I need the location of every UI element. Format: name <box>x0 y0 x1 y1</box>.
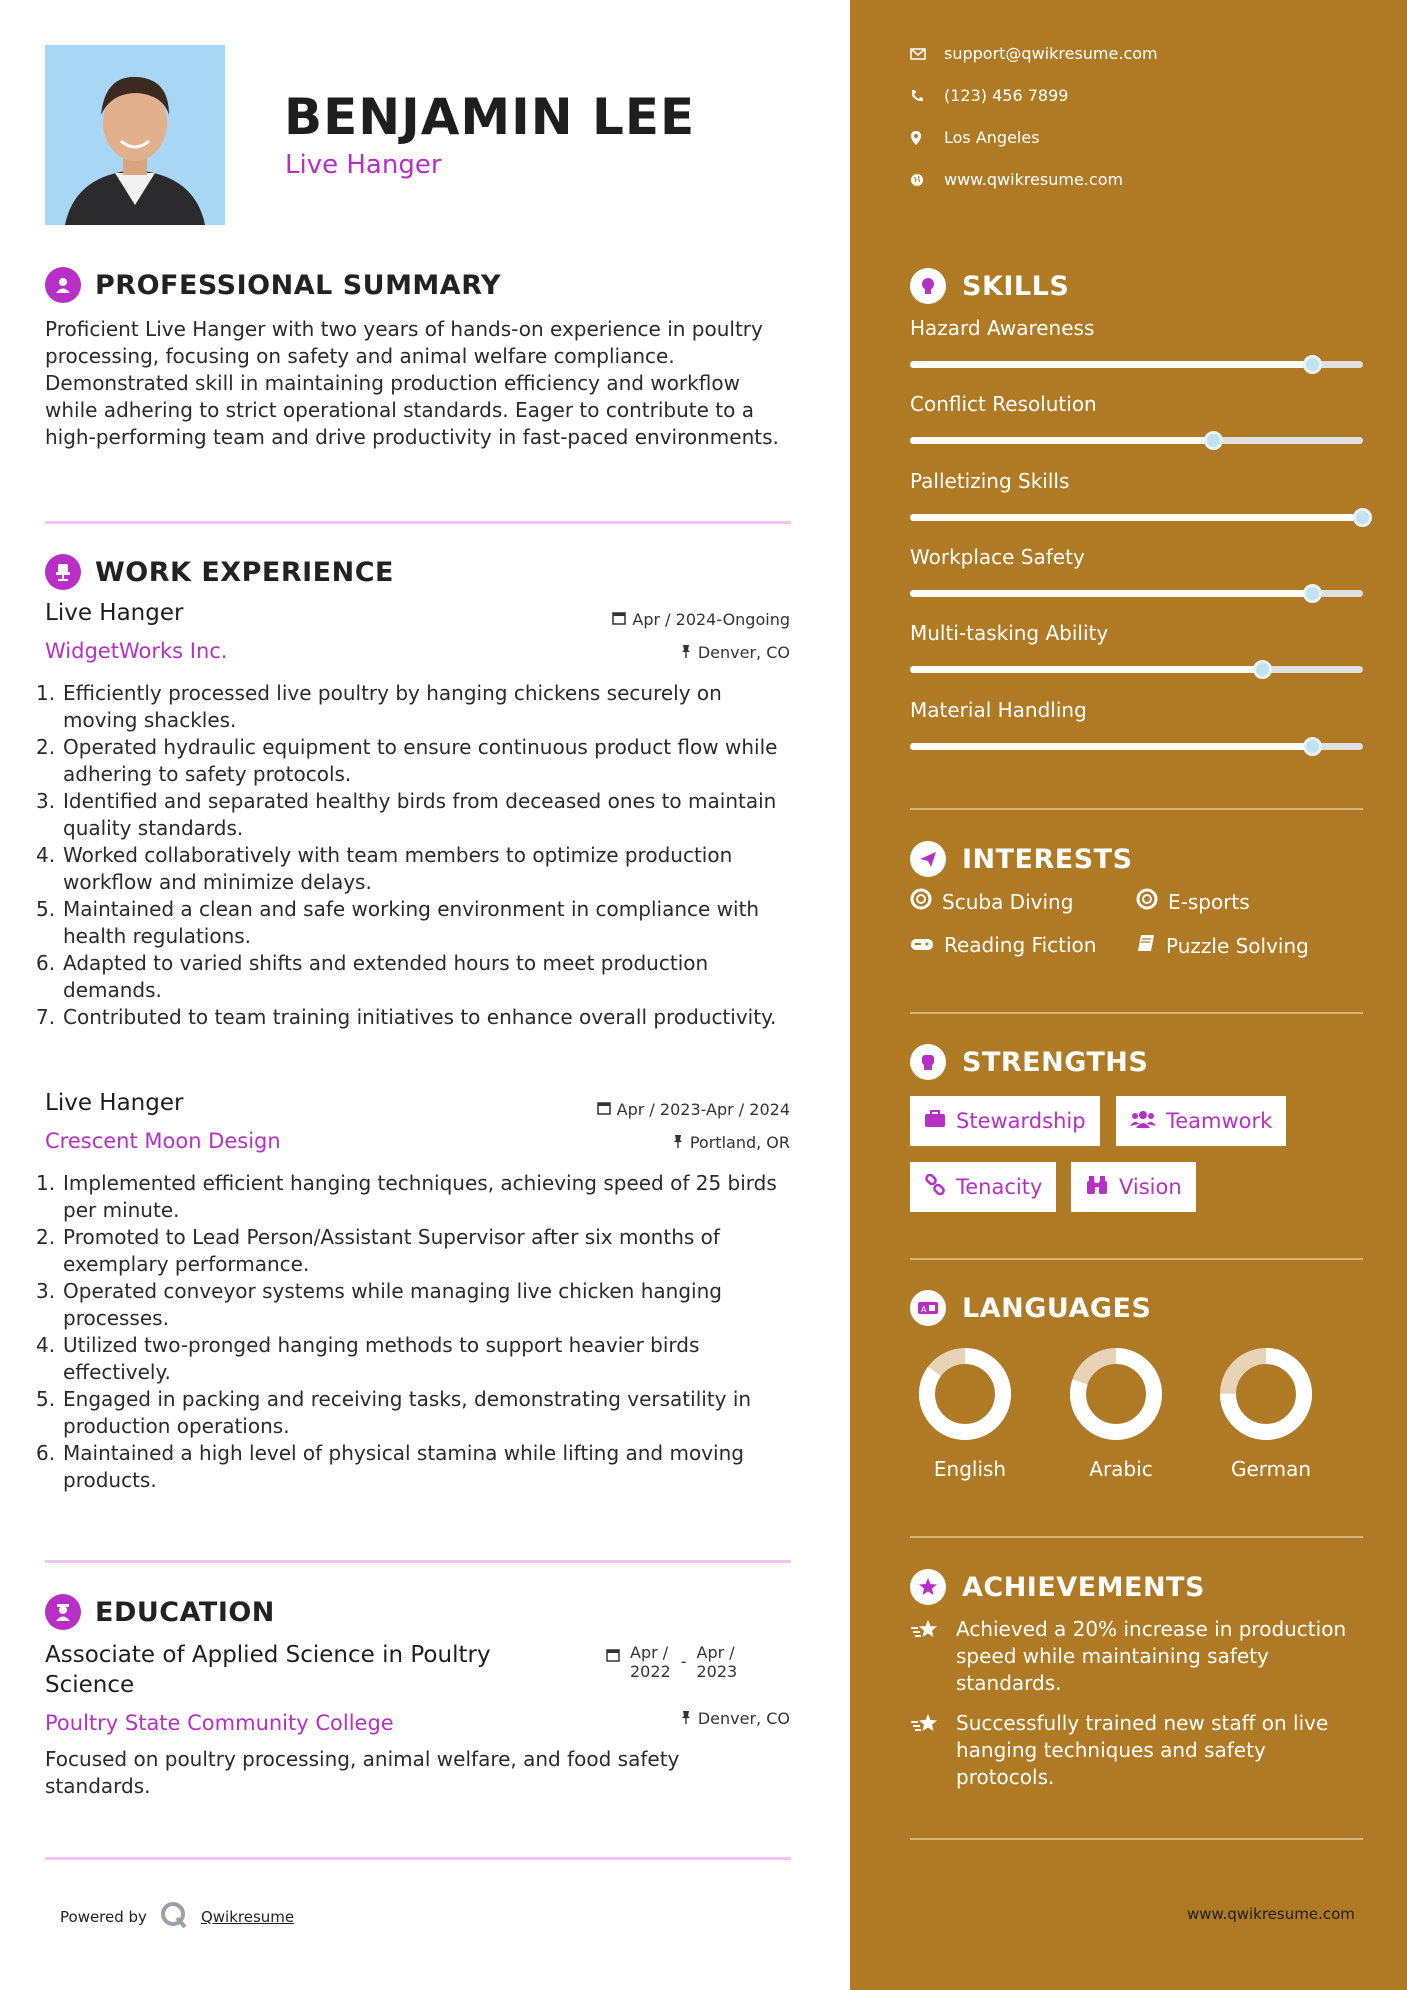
interest-item: E-sports <box>1136 888 1250 915</box>
list-item: 1. Implemented efficient hanging techniques, achieving speed of 25 birds per minute. <box>36 1171 777 1222</box>
divider <box>910 1838 1363 1840</box>
link-icon <box>924 1174 946 1201</box>
shooting-star-icon <box>910 1616 956 1697</box>
translate-icon <box>910 1290 946 1326</box>
book-icon <box>1136 933 1156 958</box>
skill-bar <box>910 361 1363 368</box>
strength-chip: Vision <box>1071 1162 1196 1212</box>
language-ring <box>915 1344 1015 1444</box>
work-title: WORK EXPERIENCE <box>95 556 394 588</box>
list-item: 6. Adapted to varied shifts and extended hours to meet production demands. <box>36 951 709 1002</box>
list-item: 7. Contributed to team training initiatives to enhance overall productivity. <box>36 1005 777 1029</box>
divider <box>45 521 791 524</box>
education-title: EDUCATION <box>95 1596 275 1628</box>
contact-email[interactable]: support@qwikresume.com <box>910 44 1158 63</box>
skill-label: Hazard Awareness <box>910 316 1095 340</box>
education-text: Focused on poultry processing, animal welfare, and food safety standards. <box>45 1747 680 1798</box>
users-icon <box>1130 1109 1156 1133</box>
summary-header <box>45 267 501 303</box>
skill-label: Palletizing Skills <box>910 469 1070 493</box>
pin-icon <box>680 1709 692 1728</box>
footer-powered: Powered by Qwikresume <box>60 1900 294 1934</box>
map-pin-icon <box>910 130 944 146</box>
pin-icon <box>680 643 692 662</box>
skill-bar <box>910 514 1363 521</box>
contact-location: Los Angeles <box>910 128 1040 147</box>
list-item: 2. Operated hydraulic equipment to ensure continuous product flow while adhering to safety protocols. <box>36 735 778 786</box>
phone-icon <box>910 89 944 103</box>
summary-title: PROFESSIONAL SUMMARY <box>95 269 502 301</box>
calendar-icon <box>606 1643 620 1681</box>
skill-knob <box>1204 431 1223 450</box>
strengths-header: STRENGTHS <box>910 1044 1148 1080</box>
lifebuoy-icon <box>910 888 932 915</box>
qwikresume-logo-icon <box>159 1900 189 1934</box>
company-name: WidgetWorks Inc. <box>45 639 228 663</box>
lifebuoy-icon <box>1136 888 1158 915</box>
language-ring <box>1066 1344 1166 1444</box>
list-item: 3. Operated conveyor systems while managing live chicken hanging processes. <box>36 1279 722 1330</box>
skill-label: Material Handling <box>910 698 1087 722</box>
school-location: Denver, CO <box>680 1709 790 1728</box>
divider <box>45 1560 791 1563</box>
job-date: Apr / 2023-Apr / 2024 <box>597 1100 790 1119</box>
achievement-item: Successfully trained new staff on live hanging techniques and safety protocols. <box>910 1710 1370 1791</box>
candidate-role: Live Hanger <box>285 150 442 180</box>
skill-label: Conflict Resolution <box>910 392 1097 416</box>
divider <box>910 808 1363 810</box>
company-name: Crescent Moon Design <box>45 1129 281 1153</box>
list-item: 4. Utilized two-pronged hanging methods to support heavier birds effectively. <box>36 1333 700 1384</box>
school-name: Poultry State Community College <box>45 1711 394 1735</box>
divider <box>910 1258 1363 1260</box>
interests-header: INTERESTS <box>910 841 1133 877</box>
skills-header: SKILLS <box>910 268 1069 304</box>
profile-photo <box>45 45 225 225</box>
qwikresume-link[interactable]: Qwikresume <box>200 1908 295 1926</box>
skill-label: Multi-tasking Ability <box>910 621 1109 645</box>
skill-bar <box>910 743 1363 750</box>
achievements-header: ACHIEVEMENTS <box>910 1569 1205 1605</box>
footer-website[interactable]: www.qwikresume.com <box>1187 1905 1355 1923</box>
list-item: 6. Maintained a high level of physical stamina while lifting and moving products. <box>36 1441 744 1492</box>
skill-label: Workplace Safety <box>910 545 1085 569</box>
lightbulb-icon <box>910 268 946 304</box>
envelope-icon <box>910 48 944 60</box>
calendar-icon <box>597 1100 611 1119</box>
job-title: Live Hanger <box>45 1090 184 1116</box>
svg-text:A: A <box>921 1305 927 1314</box>
list-item: 3. Identified and separated healthy birds from deceased ones to maintain quality standards. <box>36 789 777 840</box>
list-item: 5. Engaged in packing and receiving tasks, demonstrating versatility in production operations. <box>36 1387 752 1438</box>
strength-chip: Teamwork <box>1116 1096 1286 1146</box>
job-title: Live Hanger <box>45 600 184 626</box>
calendar-icon <box>612 610 626 629</box>
user-icon <box>45 267 81 303</box>
summary-text: Proficient Live Hanger with two years of hands-on experience in poultry processing, focusing on safety and animal welfare compliance. Demonstrated skill in maintaining production efficiency and workflow while adhering to strict operational standards. Eager to contribute to a high-performing team and drive productivity in fast-paced environments. <box>45 317 779 449</box>
degree-title: Associate of Applied Science in Poultry Science <box>45 1642 491 1698</box>
interest-item: Puzzle Solving <box>1136 933 1309 958</box>
language-label: English <box>933 1457 1007 1481</box>
skill-knob <box>1353 508 1372 527</box>
skill-bar <box>910 590 1363 597</box>
job-location: Portland, OR <box>672 1133 790 1152</box>
binoculars-icon <box>1085 1175 1109 1200</box>
language-ring <box>1216 1344 1316 1444</box>
job-date: Apr / 2024-Ongoing <box>612 610 790 629</box>
briefcase-icon <box>924 1109 946 1133</box>
office-chair-icon <box>45 554 81 590</box>
education-dates: Apr / 2022 - Apr / 2023 <box>606 1643 737 1681</box>
divider <box>45 1857 791 1860</box>
graduate-icon <box>45 1594 81 1630</box>
strength-chip: Tenacity <box>910 1162 1056 1212</box>
interest-item: Reading Fiction <box>910 933 1096 957</box>
candidate-name: BENJAMIN LEE <box>284 88 696 146</box>
contact-phone[interactable]: (123) 456 7899 <box>910 86 1068 105</box>
language-label: German <box>1230 1457 1312 1481</box>
divider <box>910 1536 1363 1538</box>
education-header <box>45 1594 275 1630</box>
list-item: 4. Worked collaboratively with team members to optimize production workflow and minimize delays. <box>36 843 733 894</box>
star-icon <box>910 1569 946 1605</box>
divider <box>910 1012 1363 1014</box>
interest-item: Scuba Diving <box>910 888 1073 915</box>
work-header <box>45 554 394 590</box>
skill-bar <box>910 437 1363 444</box>
job-location: Denver, CO <box>680 643 790 662</box>
languages-header: A LANGUAGES <box>910 1290 1151 1326</box>
pin-icon <box>672 1133 684 1152</box>
globe-icon <box>910 173 944 187</box>
fist-icon <box>910 1044 946 1080</box>
list-item: 2. Promoted to Lead Person/Assistant Supervisor after six months of exemplary performance. <box>36 1225 720 1276</box>
job-duties <box>36 1170 796 1494</box>
strength-chip: Stewardship <box>910 1096 1100 1146</box>
list-item: 5. Maintained a clean and safe working environment in compliance with health regulations. <box>36 897 760 948</box>
achievement-item: Achieved a 20% increase in production speed while maintaining safety standards. <box>910 1616 1370 1697</box>
skill-bar <box>910 666 1363 673</box>
paper-plane-icon <box>910 841 946 877</box>
language-label: Arabic <box>1089 1457 1153 1481</box>
gamepad-icon <box>910 933 934 957</box>
contact-website[interactable]: www.qwikresume.com <box>910 170 1123 189</box>
shooting-star-icon <box>910 1710 956 1791</box>
job-duties <box>36 680 796 1031</box>
list-item: 1. Efficiently processed live poultry by hanging chickens securely on moving shackles. <box>36 681 722 732</box>
